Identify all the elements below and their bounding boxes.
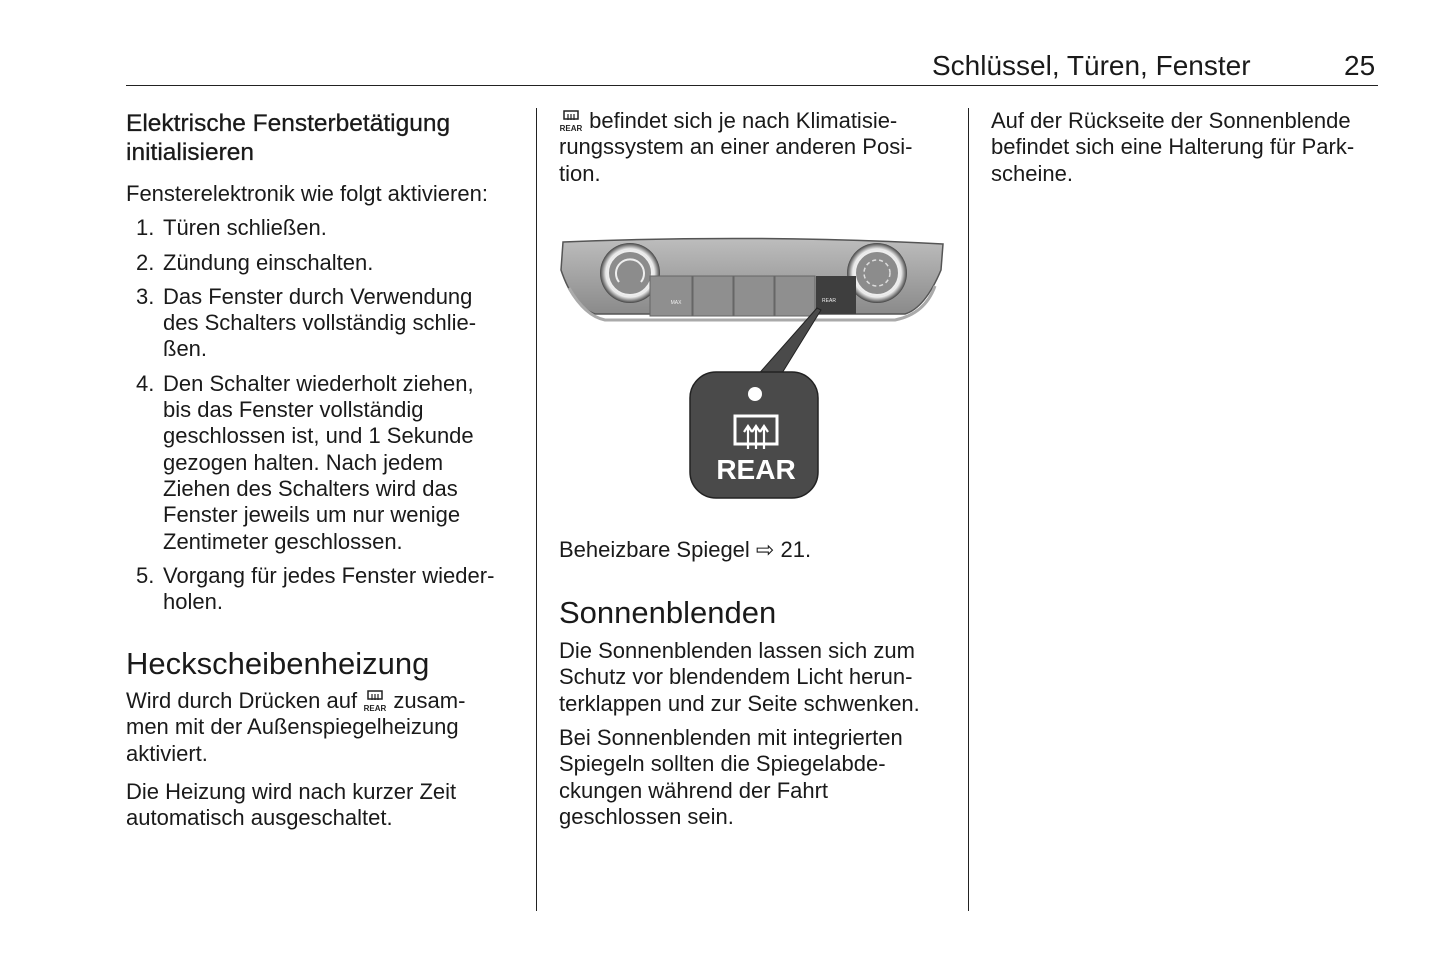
floor-air-button <box>775 276 815 316</box>
text: zusam- men mit der Außenspiegelheizung aktiviert. <box>126 688 466 766</box>
rear-defrost-button <box>816 276 856 314</box>
mirror-reference <box>559 537 811 563</box>
section-title-rear-heating: Heckscheibenheizung <box>126 646 430 681</box>
list-item <box>126 284 526 363</box>
svg-text:REAR: REAR <box>559 124 583 132</box>
face-air-button <box>734 276 774 316</box>
sun-visor-mirror-paragraph: Bei Sonnenblenden mit integrierten Spiegeln sollten die Spiegelabde- ckungen während der Fahrt geschlossen sein. <box>559 725 903 829</box>
step-text: Vorgang für jedes Fenster wieder- holen. <box>163 562 495 615</box>
step-text: Türen schließen. <box>163 215 327 241</box>
column-1 <box>126 109 526 623</box>
list-item <box>126 371 526 555</box>
windshield-air-button <box>693 276 733 316</box>
steps-list <box>126 215 526 615</box>
step-text: Den Schalter wiederholt ziehen, bis das Fenster vollständig geschlossen ist, und 1 Sekunde gezogen halten. Nach jedem Ziehen des Schalters wird das Fenster jeweils um nur wenige Zentimeter geschlossen. <box>163 370 474 554</box>
section-title-sun-visors: Sonnenblenden <box>559 595 777 630</box>
step-text: Das Fenster durch Verwendung des Schalters vollständig schlie- ßen. <box>163 283 477 362</box>
step-number: 1. <box>136 215 155 241</box>
text: befindet sich je nach Klimatisie- rungssystem an einer anderen Posi- tion. <box>559 108 913 186</box>
step-number: 2. <box>136 249 155 275</box>
list-item <box>126 563 526 616</box>
sun-visor-paragraph: Die Sonnenblenden lassen sich zum Schutz vor blendendem Licht herun- terklappen und zur Seite schwenken. <box>559 638 920 716</box>
step-number: 3. <box>136 283 155 309</box>
page-number: 25 <box>1344 50 1376 81</box>
rear-callout-label: REAR <box>716 454 796 485</box>
rear-defrost-icon <box>363 690 387 712</box>
step-number: 5. <box>136 562 155 588</box>
rear-label-small: REAR <box>822 298 836 304</box>
parking-ticket-holder-paragraph: Auf der Rückseite der Sonnenblende befindet sich eine Halterung für Park- scheine. <box>991 108 1355 186</box>
header-rule <box>126 85 1378 86</box>
text: Wird durch Drücken auf <box>126 688 364 713</box>
rear-heating-auto-off: Die Heizung wird nach kurzer Zeit automatisch ausgeschaltet. <box>126 779 457 831</box>
list-item <box>126 215 526 241</box>
step-text: Zündung einschalten. <box>163 249 374 275</box>
section-heading-window-init: Elektrische Fensterbetätigung initialisieren <box>126 110 451 166</box>
svg-text:REAR: REAR <box>363 704 387 712</box>
rear-heating-paragraph <box>126 688 526 767</box>
column-divider <box>536 108 537 911</box>
rear-defrost-icon <box>559 110 583 132</box>
page-ref-arrow-icon: ⇨ <box>755 537 775 562</box>
max-defrost-button <box>650 276 692 316</box>
rear-button-position-text <box>559 108 959 187</box>
text: Beheizbare Spiegel <box>559 537 756 562</box>
running-header-title: Schlüssel, Türen, Fenster <box>932 50 1251 81</box>
step-number: 4. <box>136 370 155 396</box>
climate-control-illustration <box>555 230 950 510</box>
list-item <box>126 250 526 276</box>
page-ref-link[interactable]: 21. <box>774 537 812 562</box>
column-divider <box>968 108 969 911</box>
max-label: MAX <box>670 300 682 306</box>
intro-text: Fensterelektronik wie folgt aktivieren: <box>126 181 488 206</box>
